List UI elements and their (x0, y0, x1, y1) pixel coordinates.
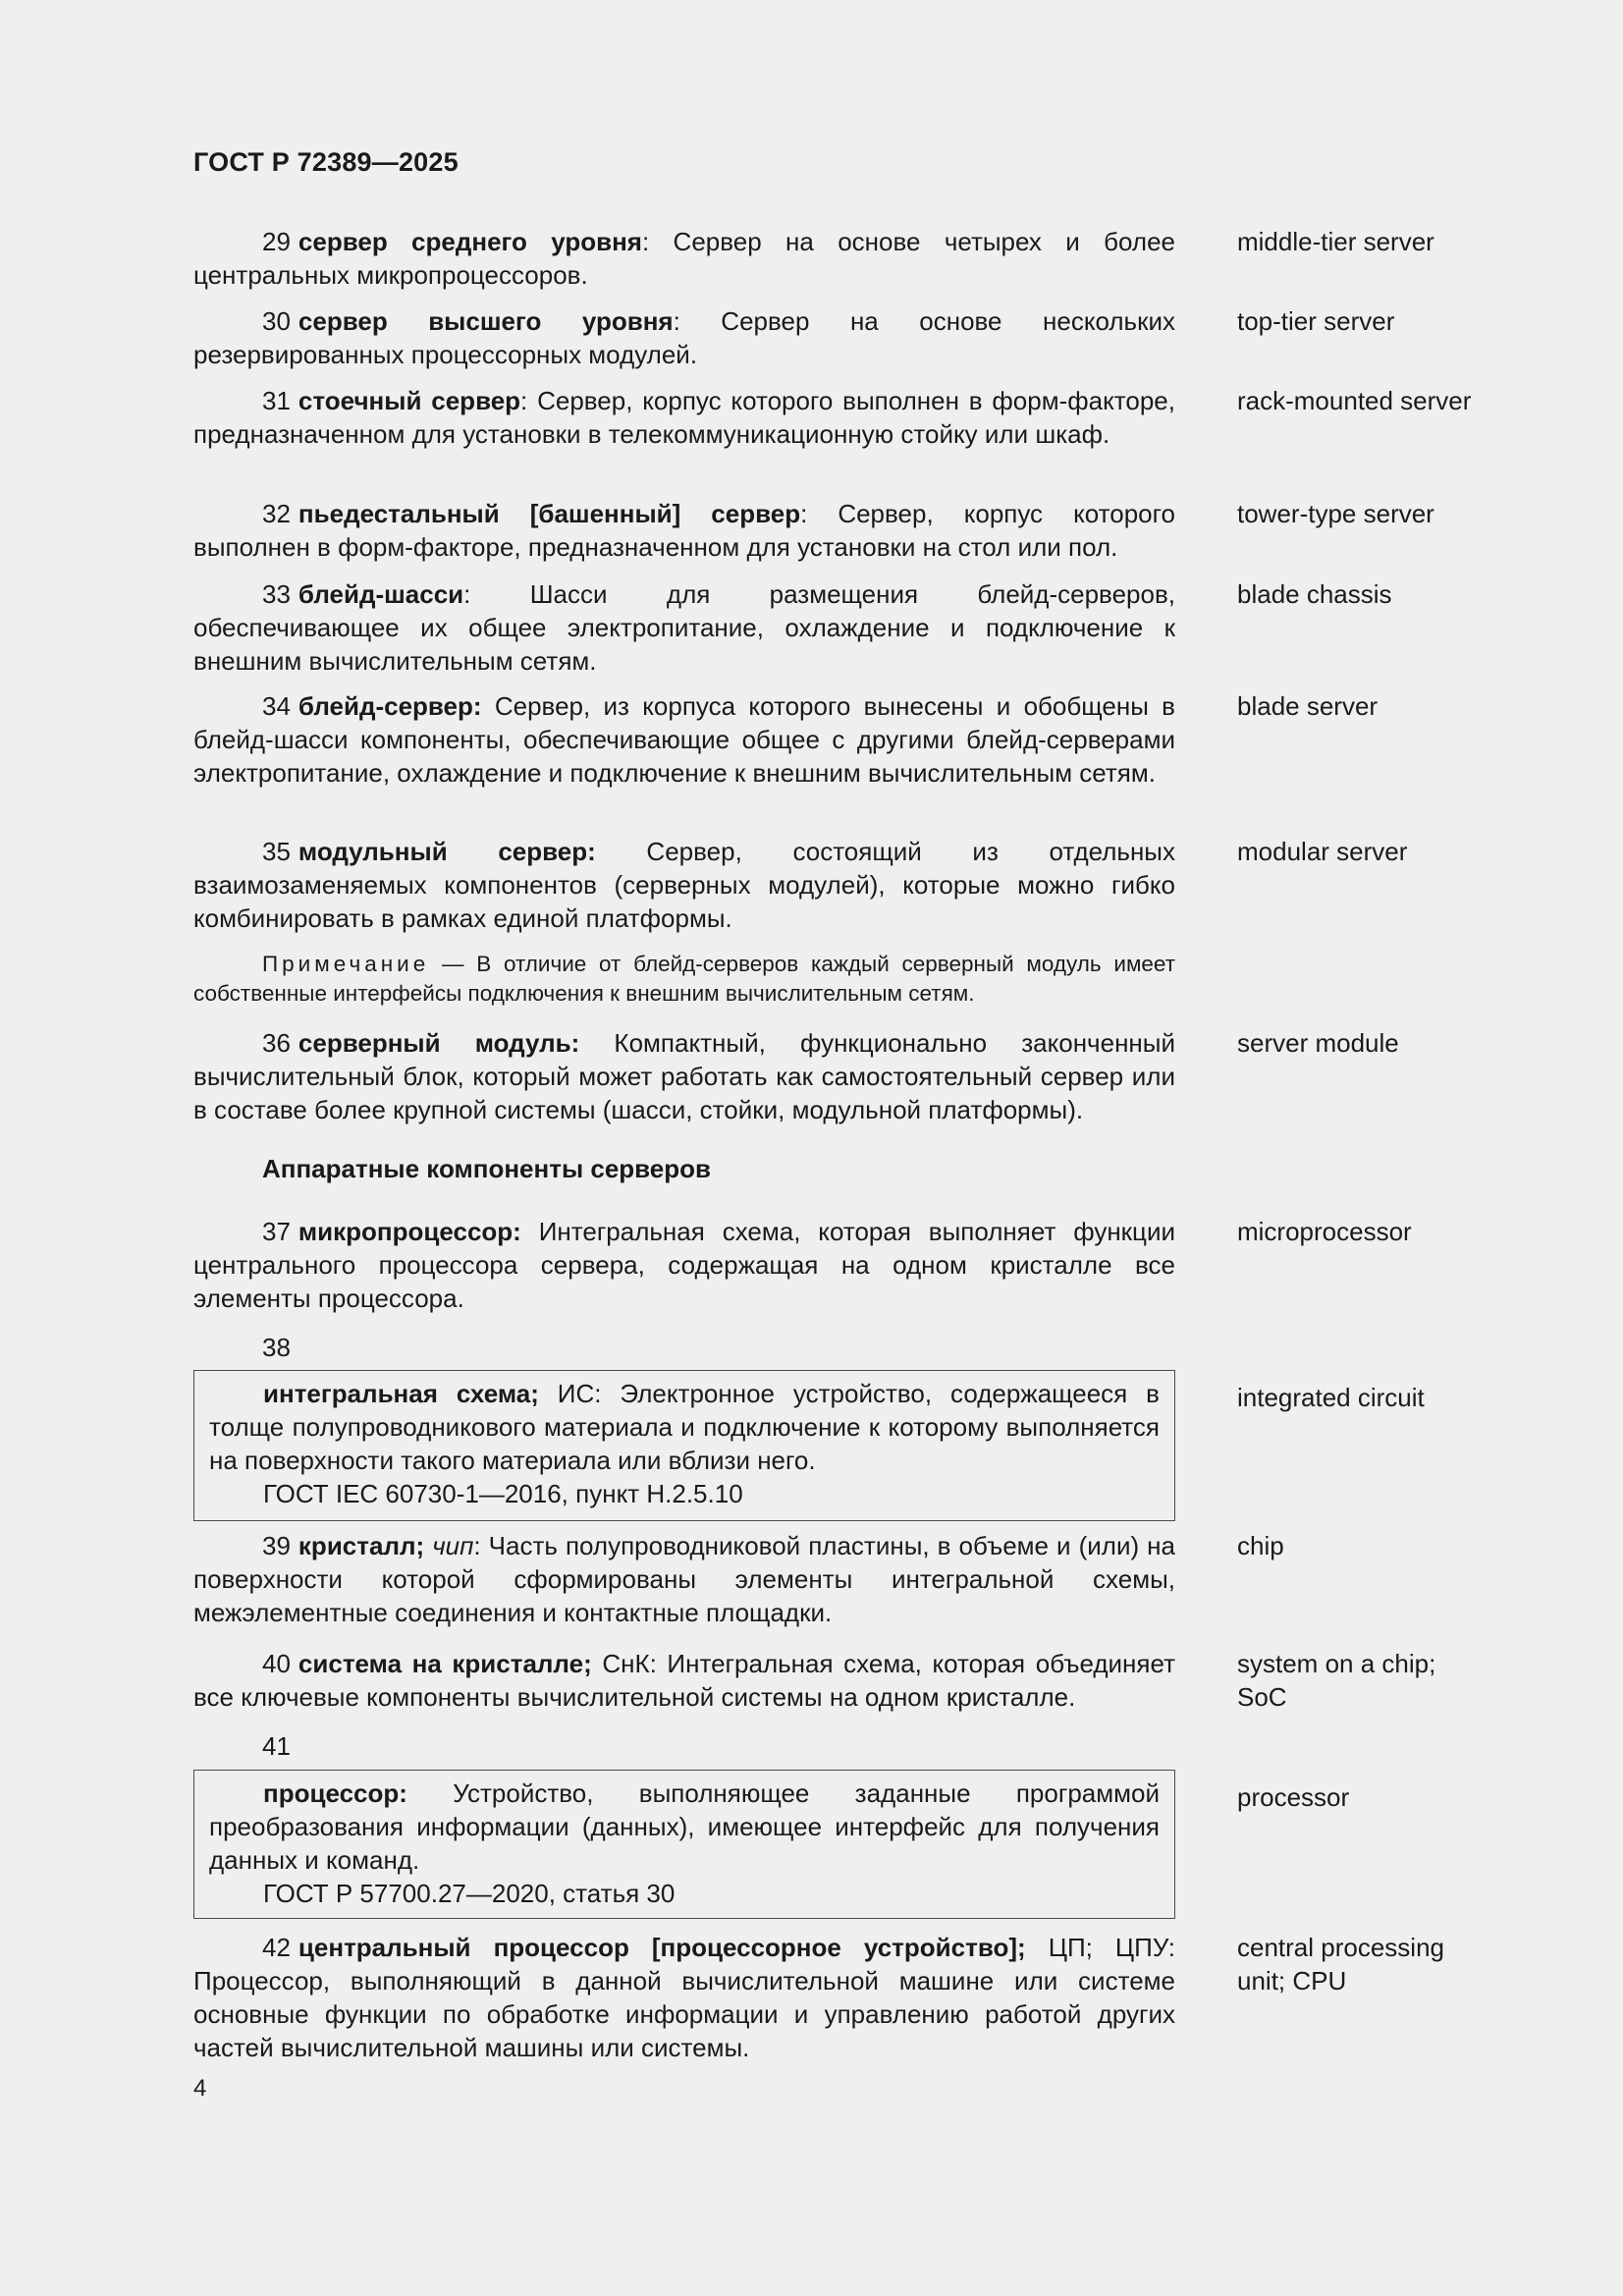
term-40-ru (193, 1647, 1175, 1714)
term-definition: : Шасси для размещения блейд-серверов, обеспечивающее их общее электропитание, охлаждение и подключение к внешним вычислительным сетям. (193, 579, 1175, 676)
note-label: Примечание (262, 952, 430, 976)
term-source: ГОСТ IEC 60730-1—2016, пункт Н.2.5.10 (263, 1479, 743, 1508)
term-name: сервер высшего уровня (298, 306, 674, 336)
term-definition: : Сервер на основе нескольких резервированных процессорных модулей. (193, 306, 1175, 369)
term-29-en: middle-tier server (1237, 227, 1434, 256)
term-34-ru (193, 689, 1175, 790)
term-36-ru (193, 1026, 1175, 1126)
term-en-line: unit; CPU (1237, 1966, 1347, 1995)
term-34-en: blade server (1237, 691, 1379, 721)
term-number: 36 (262, 1028, 291, 1058)
term-37-en: microprocessor (1237, 1217, 1412, 1246)
page-number: 4 (193, 2075, 207, 2102)
term-35-en: modular server (1237, 837, 1408, 866)
term-number: 34 (262, 691, 291, 721)
term-42-en (1237, 1931, 1502, 1997)
term-number: 35 (262, 837, 291, 866)
document-code-header: ГОСТ Р 72389—2025 (193, 147, 459, 177)
term-33-ru (193, 577, 1175, 678)
term-29-ru (193, 225, 1175, 292)
term-number: 32 (262, 499, 291, 528)
term-30-ru (193, 304, 1175, 371)
term-name: система на кристалле; (298, 1649, 592, 1678)
term-number: 30 (262, 306, 291, 336)
term-en-line: central processing (1237, 1933, 1444, 1962)
term-32-en: tower-type server (1237, 499, 1434, 528)
term-name: сервер среднего уровня (298, 227, 642, 256)
term-number: 33 (262, 579, 291, 609)
term-35-ru (193, 835, 1175, 935)
term-number: 29 (262, 227, 291, 256)
term-en-line: SoC (1237, 1682, 1287, 1712)
term-number: 42 (262, 1933, 291, 1962)
term-synonym: чип (432, 1531, 474, 1560)
term-38-box (193, 1370, 1175, 1521)
term-number: 37 (262, 1217, 291, 1246)
term-definition: ЦП; ЦПУ: Процессор, выполняющий в данной вычислительной машине или системе основные функции по обработке информации и управлению работой других частей вычислительной машины или системы. (193, 1933, 1175, 2062)
term-name: центральный процессор [процессорное устройство]; (298, 1933, 1026, 1962)
term-39-ru (193, 1529, 1175, 1629)
term-definition: Компактный, функционально законченный вычислительный блок, который может работать как самостоятельный сервер или в составе более крупной системы (шасси, стойки, модульной платформы). (193, 1028, 1175, 1124)
term-41-box (193, 1770, 1175, 1919)
term-38-en: integrated circuit (1237, 1383, 1425, 1412)
term-en-line: system on a chip; (1237, 1649, 1436, 1678)
term-definition: Сервер, состоящий из отдельных взаимозаменяемых компонентов (серверных модулей), которые можно гибко комбинировать в рамках единой платформы. (193, 837, 1175, 933)
term-36-en: server module (1237, 1028, 1399, 1058)
term-definition: Сервер, из корпуса которого вынесены и обобщены в блейд-шасси компоненты, обеспечивающие общее с другими блейд-серверами электропитание, охлаждение и подключение к внешним вычислительным сетям. (193, 691, 1175, 788)
term-42-ru (193, 1931, 1175, 2064)
term-name: микропроцессор: (298, 1217, 521, 1246)
term-definition: Интегральная схема, которая выполняет функции центрального процессора сервера, содержащая на одном кристалле все элементы процессора. (193, 1217, 1175, 1313)
term-31-ru (193, 384, 1175, 451)
term-38-number: 38 (262, 1333, 291, 1362)
term-41-en: processor (1237, 1782, 1350, 1812)
term-name: серверный модуль: (298, 1028, 580, 1058)
section-title: Аппаратные компоненты серверов (262, 1154, 712, 1183)
term-name: модульный сервер: (298, 837, 596, 866)
note-35 (193, 950, 1175, 1009)
term-definition: ИС: Электронное устройство, содержащееся в толще полупроводникового материала и подключение к которому выполняется на поверхности такого материала или вблизи него. (209, 1379, 1160, 1475)
term-40-en (1237, 1647, 1502, 1714)
term-name: пьедестальный [башенный] сервер (298, 499, 801, 528)
term-41-number: 41 (262, 1731, 291, 1761)
term-definition: : Сервер, корпус которого выполнен в форм-факторе, предназначенном для установки в телекоммуникационную стойку или шкаф. (193, 386, 1175, 449)
term-definition: Устройство, выполняющее заданные программой преобразования информации (данных), имеющее интерфейс для получения данных и команд. (209, 1778, 1160, 1875)
term-name: блейд-сервер: (298, 691, 482, 721)
term-number: 31 (262, 386, 291, 415)
term-definition: : Сервер на основе четырех и более центральных микропроцессоров. (193, 227, 1175, 290)
term-number: 39 (262, 1531, 291, 1560)
term-name: процессор: (263, 1778, 407, 1808)
term-number: 40 (262, 1649, 291, 1678)
term-31-en: rack-mounted server (1237, 386, 1472, 415)
term-32-ru (193, 497, 1175, 564)
term-definition: СнК: Интегральная схема, которая объединяет все ключевые компоненты вычислительной системы на одном кристалле. (193, 1649, 1175, 1712)
term-name: стоечный сервер (298, 386, 521, 415)
term-name: кристалл; (298, 1531, 425, 1560)
term-definition: : Сервер, корпус которого выполнен в форм-факторе, предназначенном для установки на стол или пол. (193, 499, 1175, 562)
term-source: ГОСТ Р 57700.27—2020, статья 30 (263, 1879, 676, 1908)
term-30-en: top-tier server (1237, 306, 1395, 336)
term-33-en: blade chassis (1237, 579, 1392, 609)
term-39-en: chip (1237, 1531, 1284, 1560)
term-definition: : Часть полупроводниковой пластины, в объеме и (или) на поверхности которой сформированы элементы интегральной схемы, межэлементные соединения и контактные площадки. (193, 1531, 1175, 1627)
term-37-ru (193, 1215, 1175, 1315)
note-text: — В отличие от блейд-серверов каждый серверный модуль имеет собственные интерфейсы подключения к внешним вычислительным сетям. (193, 952, 1175, 1006)
term-name: интегральная схема; (263, 1379, 539, 1408)
term-name: блейд-шасси (298, 579, 464, 609)
